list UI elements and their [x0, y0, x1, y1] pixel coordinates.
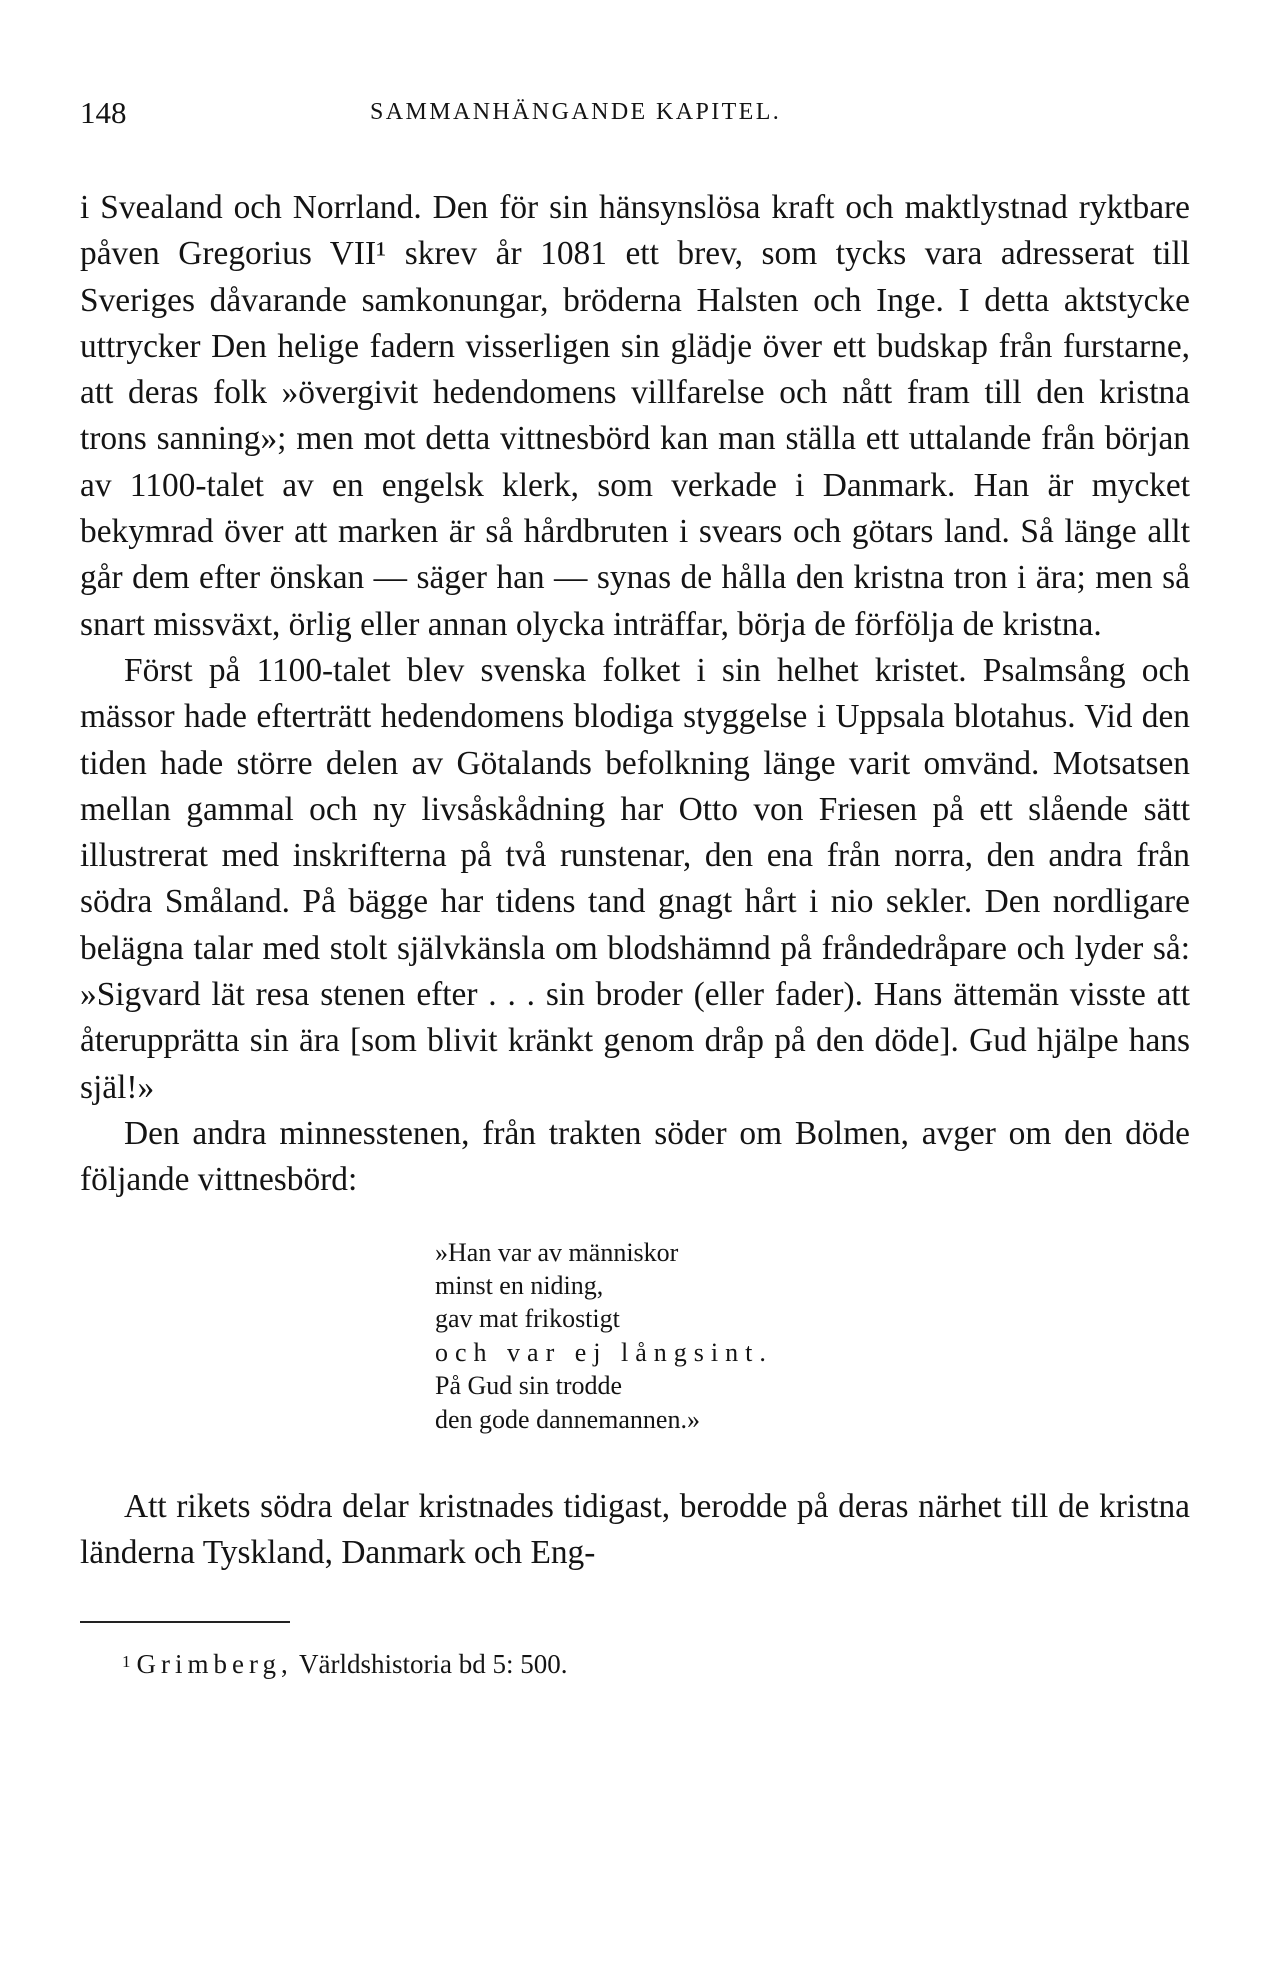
inscription-line-6: den gode dannemannen.»	[435, 1404, 700, 1434]
inscription-line-1: »Han var av människor	[435, 1237, 679, 1267]
page-header	[80, 95, 1190, 155]
paragraph-1: i Svealand och Norrland. Den för sin hänsynslösa kraft och maktlystnad ryktbare påven Gregorius VII¹ skrev år 1081 ett brev, som tycks vara adresserat till Sveriges dåvarande samkonungar, bröderna Halsten och Inge. I detta aktstycke uttrycker Den helige fadern visserligen sin glädje över ett budskap från furstarne, att deras folk »övergivit hedendomens villfarelse och nått fram till den kristna trons sanning»; men mot detta vittnesbörd kan man ställa ett uttalande från början av 1100-talet av en engelsk klerk, som verkade i Danmark. Han är mycket bekymrad över att marken är så hårdbruten i svears och götars land. Så länge allt går dem efter önskan — säger han — synas de hålla den kristna tron i ära; men så snart missväxt, örlig eller annan olycka inträffar, börja de förfölja de kristna.	[80, 189, 1190, 643]
running-head: SAMMANHÄNGANDE KAPITEL.	[370, 99, 782, 125]
footnote	[122, 1647, 1190, 1685]
book-page	[80, 95, 1190, 1685]
footnote-marker: 1	[122, 1651, 131, 1671]
closing-paragraph: Att rikets södra delar kristnades tidigast, berodde på deras närhet till de kristna länderna Tyskland, Danmark och Eng-	[80, 1487, 1190, 1572]
inscription-line-4: och var ej långsint.	[435, 1337, 773, 1367]
footnote-text: Världshistoria bd 5: 500.	[299, 1648, 568, 1679]
paragraph-2: Först på 1100-talet blev svenska folket i sin helhet kristet. Psalmsång och mässor hade efterträtt hedendomens blodiga styggelse i Uppsala blotahus. Vid den tiden hade större delen av Götalands befolkning länge varit omvänd. Motsatsen mellan gammal och ny livsåskådning har Otto von Friesen på ett slående sätt illustrerat med inskrifterna på två runstenar, den ena från norra, den andra från södra Småland. På bägge har tidens tand gnagt hårt i nio sekler. Den nordligare belägna talar med stolt självkänsla om blodshämnd på fråndedråpare och lyder så: »Sigvard lät resa stenen efter . . . sin broder (eller fader). Hans ättemän visste att återupprätta sin ära [som blivit kränkt genom dråp på den döde]. Gud hjälpe hans själ!»	[80, 651, 1190, 1106]
main-text	[80, 185, 1190, 1577]
inscription-line-3: gav mat frikostigt	[435, 1304, 620, 1334]
footnote-divider	[80, 1621, 290, 1623]
paragraph-3: Den andra minnesstenen, från trakten söder om Bolmen, avger om den döde följande vittnesbörd:	[80, 1114, 1190, 1199]
inscription-line-5: På Gud sin trodde	[435, 1371, 623, 1401]
footnote-author: Grimberg,	[136, 1648, 293, 1679]
page-number: 148	[80, 95, 127, 130]
runestone-inscription	[435, 1236, 1190, 1436]
inscription-line-2: minst en niding,	[435, 1270, 604, 1300]
